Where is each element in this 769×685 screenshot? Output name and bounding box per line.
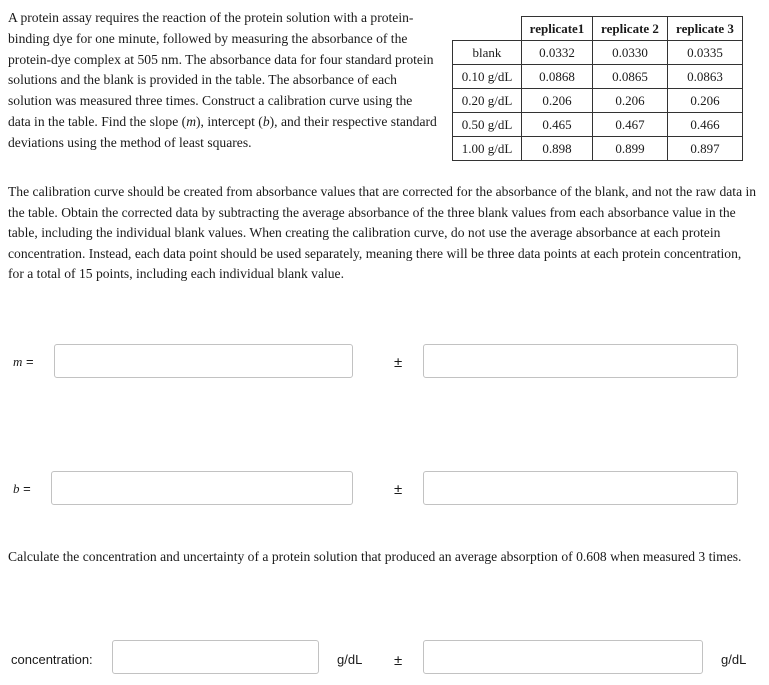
uncertainty-unit: g/dL	[721, 652, 747, 667]
slope-label-eq: =	[22, 354, 34, 369]
table-cell: 0.466	[668, 113, 743, 137]
column-header: replicate1	[522, 17, 593, 41]
table-cell: 0.0868	[522, 65, 593, 89]
table-cell: 0.899	[593, 137, 668, 161]
table-header-row	[453, 17, 743, 41]
absorbance-table	[452, 16, 743, 161]
concentration-question: Calculate the concentration and uncertainty of a protein solution that produced an average absorption of 0.608 when measured 3 times.	[8, 549, 742, 564]
intro-text-2: ), intercept (	[196, 113, 263, 129]
intercept-input[interactable]	[51, 471, 353, 505]
slope-label-var: m	[13, 354, 23, 369]
row-label: 0.10 g/dL	[453, 65, 522, 89]
intro-text-1: A protein assay requires the reaction of the protein solution with a protein-binding dye for one minute, followed by measuring the absorbance of the protein-dye complex at 505 nm. The absorbance data for four standard protein solutions and the blank is provided in the table. The absorbance of each solution was measured three times. Construct a calibration curve using the data in the table. Find the slope (	[8, 10, 434, 129]
instructions-paragraph: The calibration curve should be created from absorbance values that are corrected for the absorbance of the blank, and not the raw data in the table. Obtain the corrected data by subtracting the average absorbance of the three blank values from each absorbance value in the table, including the individual blank values. When creating the calibration curve, do not use the average absorbance at each protein concentration. Instead, each data point should be used separately, meaning there will be three data points at each protein concentration, for a total of 15 points, including each individual blank value.	[8, 184, 757, 282]
plus-minus-sign: ±	[394, 354, 403, 371]
table-row	[453, 89, 743, 113]
table-cell: 0.206	[593, 89, 668, 113]
table-cell: 0.467	[593, 113, 668, 137]
intercept-label-var: b	[13, 481, 20, 496]
table-row	[453, 137, 743, 161]
table-corner	[453, 17, 522, 41]
intercept-label	[13, 481, 31, 497]
table-cell: 0.0332	[522, 41, 593, 65]
table-cell: 0.0863	[668, 65, 743, 89]
table-cell: 0.206	[522, 89, 593, 113]
table-cell: 0.0335	[668, 41, 743, 65]
intercept-sd-input[interactable]	[423, 471, 738, 505]
concentration-unit: g/dL	[337, 652, 363, 667]
table-cell: 0.206	[668, 89, 743, 113]
slope-symbol: m	[186, 113, 197, 129]
intro-text-3: ), and their respective standard deviations using the method of least squares.	[8, 113, 437, 150]
table-cell: 0.897	[668, 137, 743, 161]
plus-minus-sign: ±	[394, 652, 403, 669]
table-cell: 0.898	[522, 137, 593, 161]
table-cell: 0.0330	[593, 41, 668, 65]
concentration-input[interactable]	[112, 640, 319, 674]
row-label: 0.50 g/dL	[453, 113, 522, 137]
intercept-label-eq: =	[19, 481, 31, 496]
table-cell: 0.0865	[593, 65, 668, 89]
concentration-uncertainty-input[interactable]	[423, 640, 703, 674]
table-cell: 0.465	[522, 113, 593, 137]
row-label: 1.00 g/dL	[453, 137, 522, 161]
slope-label	[13, 354, 34, 370]
intercept-symbol: b	[262, 113, 270, 129]
table-row	[453, 65, 743, 89]
row-label: 0.20 g/dL	[453, 89, 522, 113]
problem-intro	[8, 8, 438, 154]
slope-input[interactable]	[54, 344, 353, 378]
column-header: replicate 3	[668, 17, 743, 41]
column-header: replicate 2	[593, 17, 668, 41]
table-row	[453, 113, 743, 137]
slope-sd-input[interactable]	[423, 344, 738, 378]
plus-minus-sign: ±	[394, 481, 403, 498]
table-row	[453, 41, 743, 65]
concentration-label: concentration:	[11, 652, 93, 667]
row-label: blank	[453, 41, 522, 65]
